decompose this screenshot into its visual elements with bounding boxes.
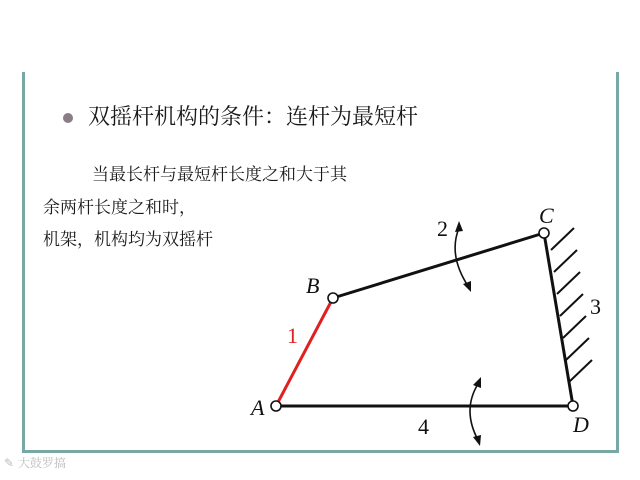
link-label-1: 1 [287, 323, 298, 348]
watermark: ✎ 大鼓罗搞 [4, 456, 66, 470]
link-label-3: 3 [590, 294, 601, 319]
arrowhead-link2-top [455, 221, 463, 232]
slide-title: 双摇杆机构的条件：连杆为最短杆 [88, 105, 419, 130]
joint-d [568, 401, 578, 411]
link-1 [276, 298, 333, 406]
joint-a [271, 401, 281, 411]
joint-label-c: C [539, 203, 554, 228]
link-label-2: 2 [437, 216, 448, 241]
paragraph-line-1: 当最长杆与最短杆长度之和大于其 [92, 165, 347, 185]
joint-label-d: D [573, 412, 589, 437]
paragraph-line-3: 机架，机构均为双摇杆 [43, 230, 213, 250]
arrowhead-link4-top [473, 377, 481, 388]
arrowhead-link4-bottom [473, 435, 481, 446]
joint-label-a: A [251, 395, 265, 420]
link-label-4: 4 [418, 414, 429, 439]
paragraph-line-2: 余两杆长度之和时， [43, 198, 196, 218]
arrowhead-link2-bottom [463, 281, 471, 292]
rotate-arrow-icon-link4 [470, 384, 478, 440]
link-2 [333, 233, 544, 298]
joint-label-b: B [306, 273, 320, 298]
joint-b [328, 293, 338, 303]
joint-c [539, 228, 549, 238]
